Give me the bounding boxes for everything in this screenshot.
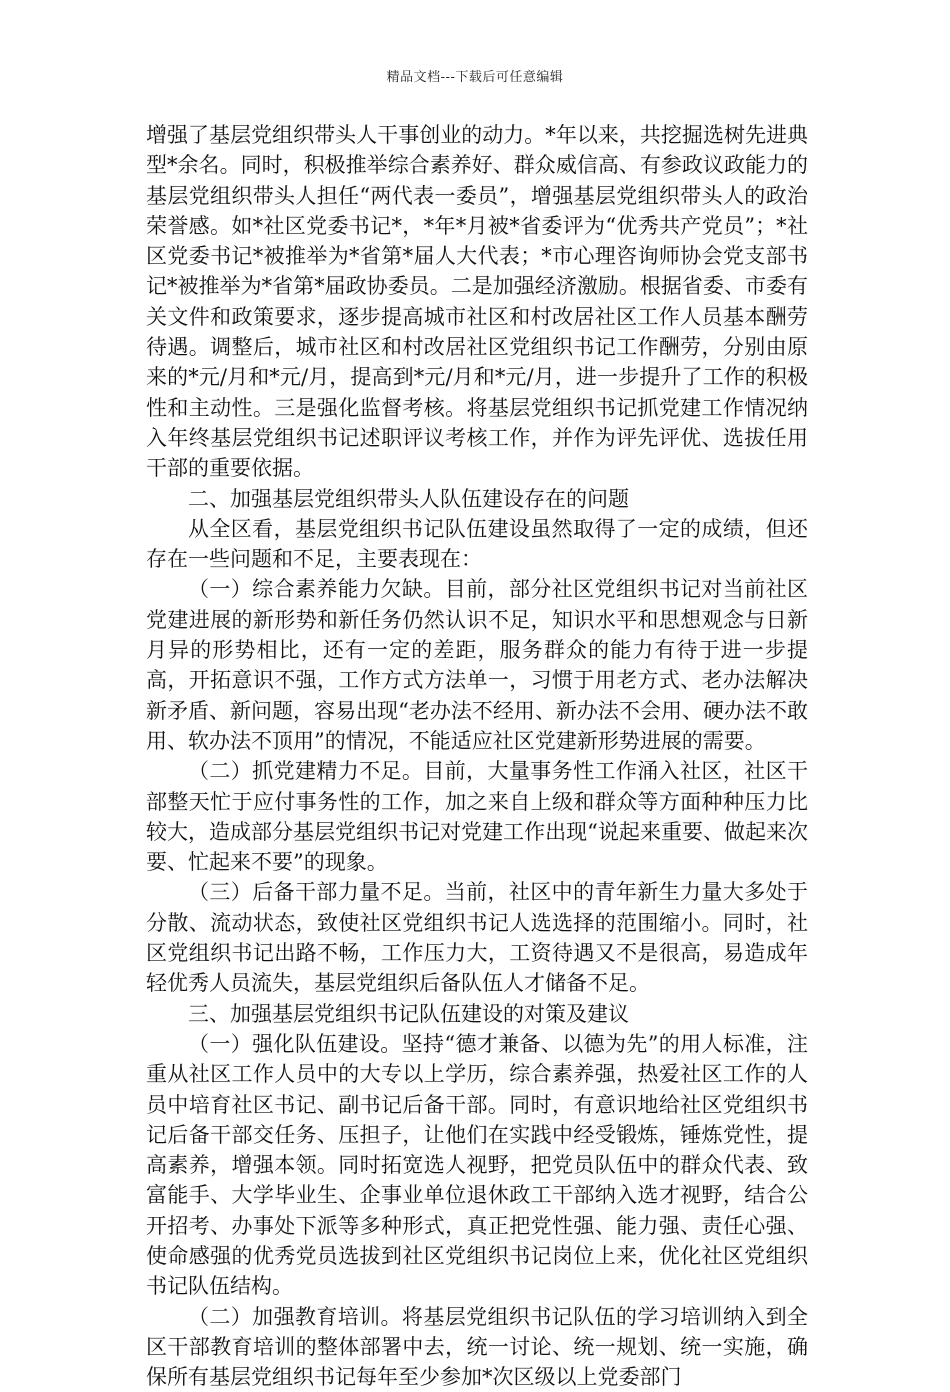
paragraph-4: （一）综合素养能力欠缺。目前，部分社区党组织书记对当前社区党建进展的新形势和新任务仍然认识不足，知识水平和思想观念与日新月异的形势相比，还有一定的差距，服务群众的能力有待于进一步提高，开拓意识不强，工作方式方法单一，习惯于用老方式、老办法解决新矛盾、新问题，容易出现“老办法不经用、新办法不会用、硬办法不敢用、软办法不顶用”的情况，不能适应社区党建新形势进展的需要。 [146,577,808,753]
document-body [146,120,808,1392]
section-heading-3: 三、加强基层党组织书记队伍建设的对策及建议 [188,1001,629,1026]
paragraph-1: 增强了基层党组织带头人干事创业的动力。*年以来，共挖掘选树先进典型*余名。同时，积极推举综合素养好、群众威信高、有参政议政能力的基层党组织带头人担任“两代表一委员”，增强基层党组织带头人的政治荣誉感。如*社区党委书记*，*年*月被*省委评为“优秀共产党员”；*社区党委书记*被推举为*省第*届人大代表；*市心理咨询师协会党支部书记*被推举为*省第*届政协委员。二是加强经济激励。根据省委、市委有关文件和政策要求，逐步提高城市社区和村改居社区工作人员基本酬劳待遇。调整后，城市社区和村改居社区党组织书记工作酬劳，分别由原来的*元/月和*元/月，提高到*元/月和*元/月，进一步提升了工作的积极性和主动性。三是强化监督考核。将基层党组织书记抓党建工作情况纳入年终基层党组织书记述职评议考核工作，并作为评先评优、选拔任用干部的重要依据。 [146,123,808,481]
page-header: 精品文档---下载后可任意编辑 [386,70,564,85]
paragraph-6: （三）后备干部力量不足。当前，社区中的青年新生力量大多处于分散、流动状态，致使社区党组织书记人选选择的范围缩小。同时，社区党组织书记出路不畅，工作压力大，工资待遇又不是很高，易造成年轻优秀人员流失，基层党组织后备队伍人才储备不足。 [146,880,808,996]
paragraph-8: （一）强化队伍建设。坚持“德才兼备、以德为先”的用人标准，注重从社区工作人员中的大专以上学历，综合素养强，热爱社区工作的人员中培育社区书记、副书记后备干部。同时，有意识地给社区党组织书记后备干部交任务、压担子，让他们在实践中经受锻炼，锤炼党性，提高素养，增强本领。同时拓宽选人视野，把党员队伍中的群众代表、致富能手、大学毕业生、企事业单位退休政工干部纳入选才视野，结合公开招考、办事处下派等多种形式，真正把党性强、能力强、责任心强、使命感强的优秀党员选拔到社区党组织书记岗位上来，优化社区党组织书记队伍结构。 [146,1031,808,1299]
paragraph-9: （二）加强教育培训。将基层党组织书记队伍的学习培训纳入到全区干部教育培训的整体部署中去，统一讨论、统一规划、统一实施，确保所有基层党组织书记每年至少参加*次区级以上党委部门 [146,1304,808,1390]
section-heading-2: 二、加强基层党组织带头人队伍建设存在的问题 [188,486,629,511]
paragraph-3: 从全区看，基层党组织书记队伍建设虽然取得了一定的成绩，但还存在一些问题和不足，主要表现在： [146,516,808,572]
paragraph-5: （二）抓党建精力不足。目前，大量事务性工作涌入社区，社区干部整天忙于应付事务性的工作，加之来自上级和群众等方面种种压力比较大，造成部分基层党组织书记对党建工作出现“说起来重要、做起来次要、忙起来不要”的现象。 [146,759,808,875]
